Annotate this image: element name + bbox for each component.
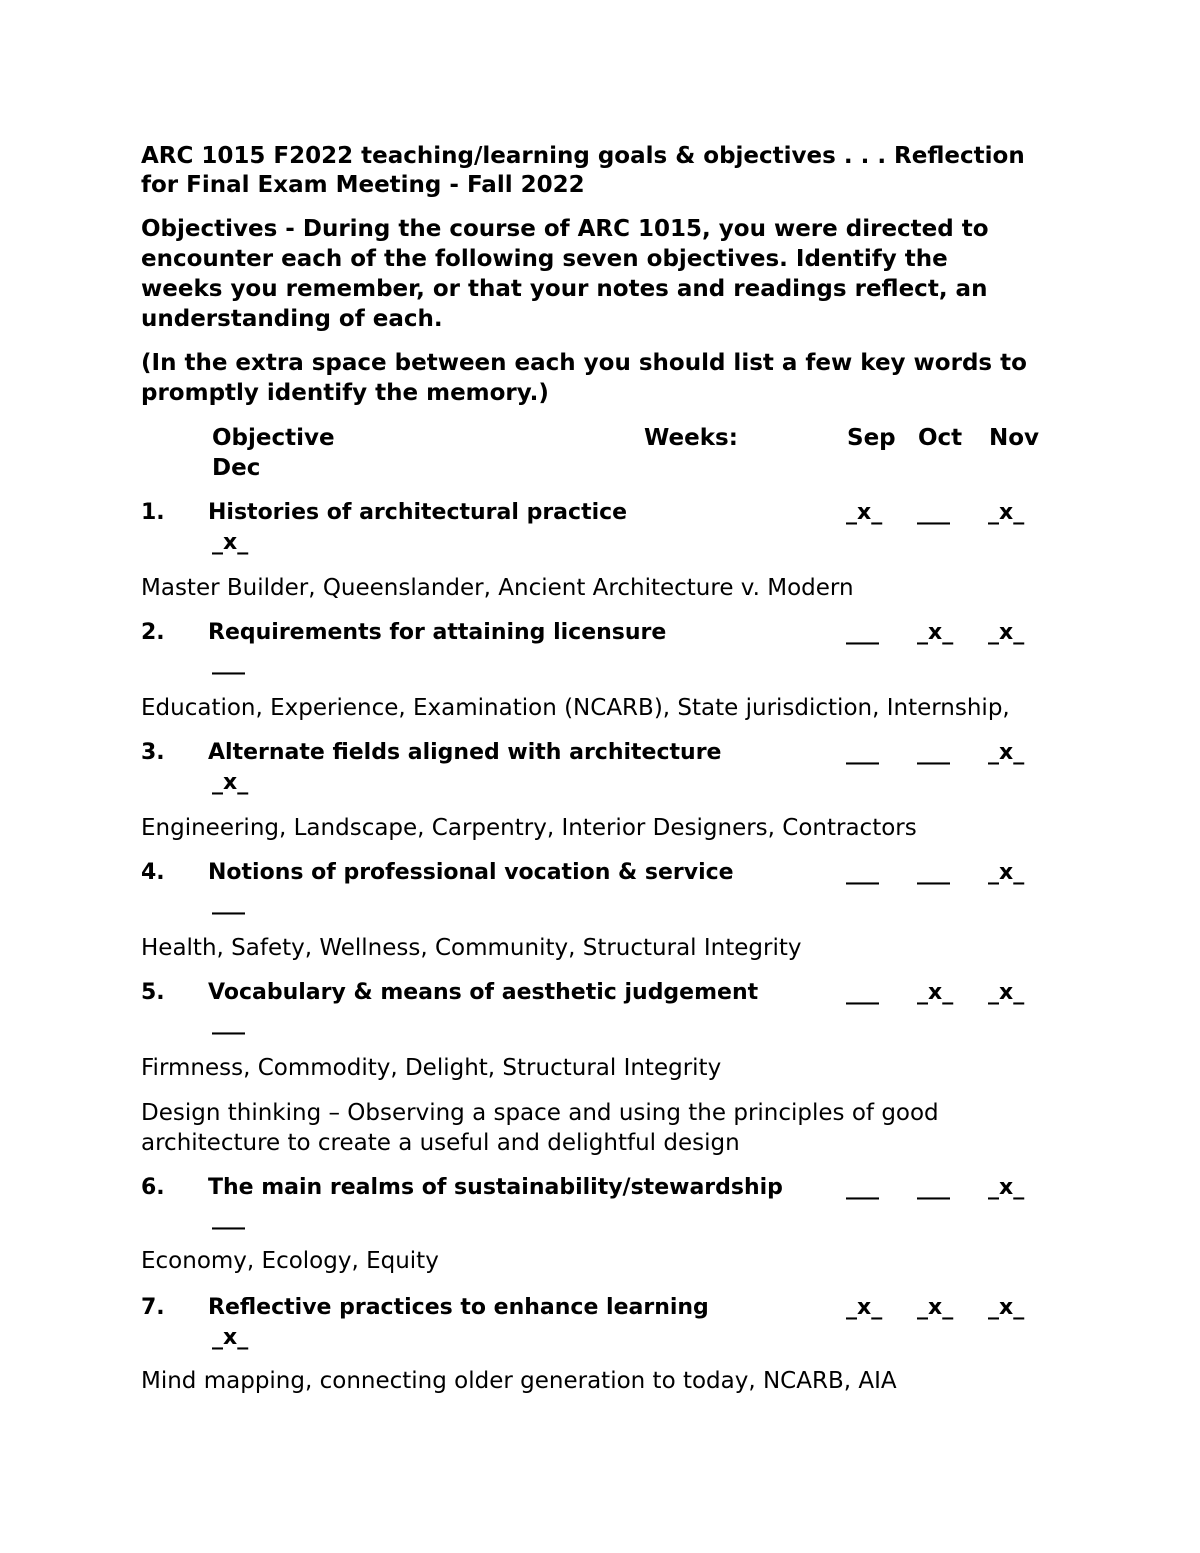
mark-oct: _x_ <box>917 980 954 1005</box>
objective-title: Vocabulary & means of aesthetic judgement <box>208 980 759 1005</box>
mark-nov: _x_ <box>988 500 1025 525</box>
objective-notes: Firmness, Commodity, Delight, Structural Integrity <box>141 1055 722 1081</box>
objective-number: 2. <box>141 620 165 645</box>
header-sep: Sep <box>847 425 896 451</box>
objective-number: 5. <box>141 980 165 1005</box>
mark-nov: _x_ <box>988 620 1025 645</box>
objective-title: Histories of architectural practice <box>208 500 628 525</box>
mark-dec: ___ <box>212 1205 245 1230</box>
mark-nov: _x_ <box>988 980 1025 1005</box>
mark-sep: ___ <box>846 980 879 1005</box>
header-dec: Dec <box>212 455 261 481</box>
objective-notes: Master Builder, Queenslander, Ancient Architecture v. Modern <box>141 575 854 601</box>
objective-notes: Design thinking – Observing a space and using the principles of good <box>141 1100 939 1126</box>
objective-notes: Health, Safety, Wellness, Community, Structural Integrity <box>141 935 802 961</box>
objective-number: 4. <box>141 860 165 885</box>
mark-sep: ___ <box>846 620 879 645</box>
mark-oct: ___ <box>917 500 950 525</box>
objective-title: Alternate fields aligned with architecture <box>208 740 722 765</box>
objective-notes: Economy, Ecology, Equity <box>141 1248 439 1274</box>
mark-dec: ___ <box>212 650 245 675</box>
mark-dec: ___ <box>212 890 245 915</box>
mark-oct: ___ <box>917 860 950 885</box>
title-line-1: ARC 1015 F2022 teaching/learning goals & objectives . . . Reflection <box>141 143 1025 169</box>
objective-title: The main realms of sustainability/stewardship <box>208 1175 783 1200</box>
mark-nov: _x_ <box>988 1295 1025 1320</box>
mark-oct: _x_ <box>917 1295 954 1320</box>
mark-sep: ___ <box>846 1175 879 1200</box>
mark-nov: _x_ <box>988 860 1025 885</box>
mark-dec: ___ <box>212 1010 245 1035</box>
header-oct: Oct <box>918 425 963 451</box>
mark-sep: _x_ <box>846 500 883 525</box>
intro-line-3: weeks you remember, or that your notes and readings reflect, an <box>141 276 988 302</box>
mark-sep: ___ <box>846 740 879 765</box>
objective-notes: Education, Experience, Examination (NCARB), State jurisdiction, Internship, <box>141 695 1010 721</box>
mark-nov: _x_ <box>988 740 1025 765</box>
header-objective: Objective <box>212 425 335 451</box>
objective-number: 6. <box>141 1175 165 1200</box>
mark-sep: _x_ <box>846 1295 883 1320</box>
instruction-line-2: promptly identify the memory.) <box>141 380 549 406</box>
title-line-2: for Final Exam Meeting - Fall 2022 <box>141 172 585 198</box>
mark-dec: _x_ <box>212 1325 249 1350</box>
mark-oct: ___ <box>917 740 950 765</box>
objective-notes: architecture to create a useful and delightful design <box>141 1130 740 1156</box>
mark-dec: _x_ <box>212 530 249 555</box>
objective-number: 1. <box>141 500 165 525</box>
objective-title: Notions of professional vocation & service <box>208 860 734 885</box>
objective-number: 3. <box>141 740 165 765</box>
header-nov: Nov <box>989 425 1040 451</box>
objective-number: 7. <box>141 1295 165 1320</box>
objective-title: Requirements for attaining licensure <box>208 620 667 645</box>
objective-notes: Mind mapping, connecting older generation to today, NCARB, AIA <box>141 1368 897 1394</box>
intro-line-2: encounter each of the following seven objectives. Identify the <box>141 246 948 272</box>
mark-nov: _x_ <box>988 1175 1025 1200</box>
mark-sep: ___ <box>846 860 879 885</box>
objective-notes: Engineering, Landscape, Carpentry, Interior Designers, Contractors <box>141 815 917 841</box>
intro-line-4: understanding of each. <box>141 306 443 332</box>
header-weeks: Weeks: <box>644 425 738 451</box>
mark-dec: _x_ <box>212 770 249 795</box>
mark-oct: ___ <box>917 1175 950 1200</box>
intro-line-1: Objectives - During the course of ARC 1015, you were directed to <box>141 216 989 242</box>
objective-title: Reflective practices to enhance learning <box>208 1295 709 1320</box>
mark-oct: _x_ <box>917 620 954 645</box>
instruction-line-1: (In the extra space between each you should list a few key words to <box>141 350 1027 376</box>
